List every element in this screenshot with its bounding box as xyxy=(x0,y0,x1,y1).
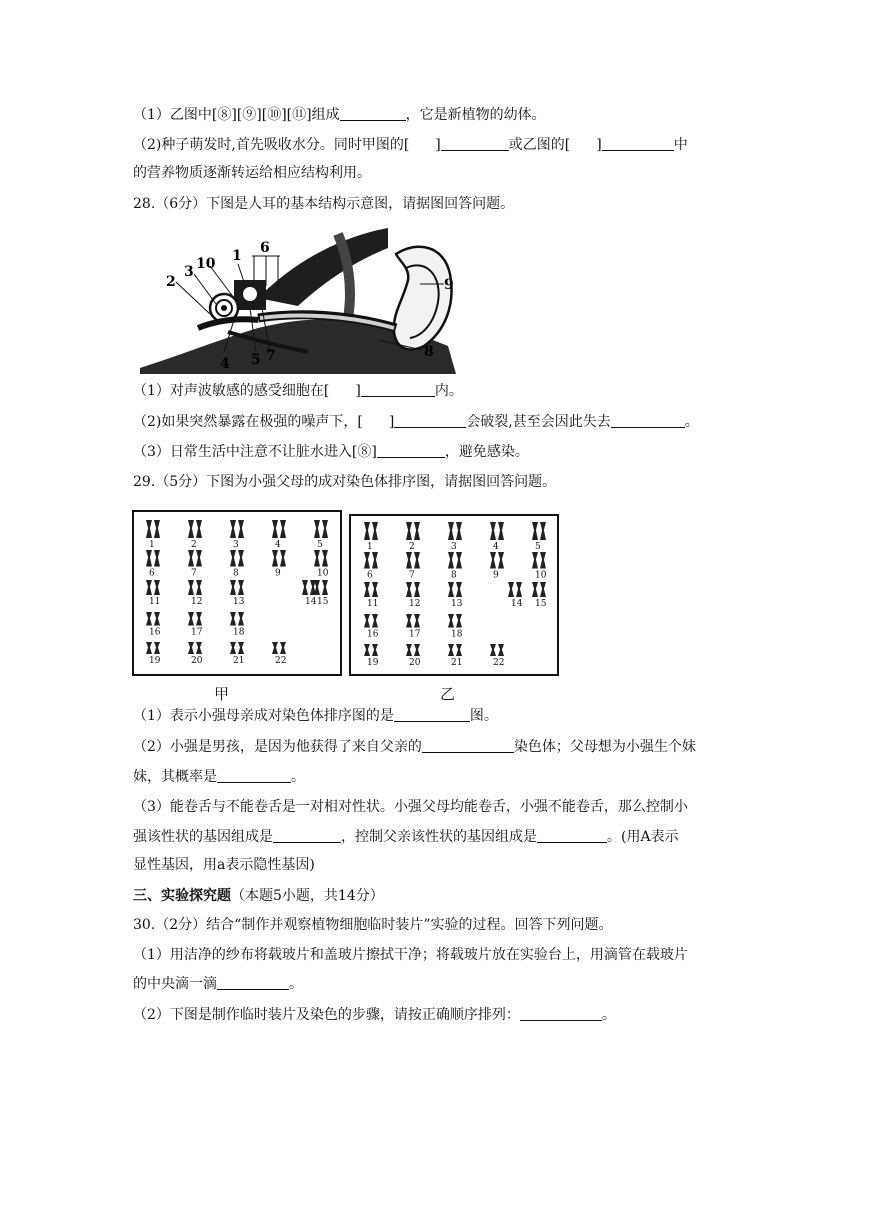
chromosome-pair-yi-4 xyxy=(490,522,504,540)
ear-label-5: 5 xyxy=(251,352,261,368)
q29-title: 29.（5分）下图为小强父母的成对染色体排序图，请据图回答问题。 xyxy=(133,474,557,490)
chromosome-pair-jia-20 xyxy=(188,642,202,654)
chromosome-pair-jia-22 xyxy=(272,642,286,654)
chromosome-number-yi-6: 6 xyxy=(367,570,373,581)
chromosome-pair-yi-14 xyxy=(508,582,522,597)
chromosome-pair-yi-2 xyxy=(406,522,420,540)
chromosome-number-yi-4: 4 xyxy=(493,542,499,552)
chromosome-number-jia-2: 2 xyxy=(191,540,197,550)
chromosome-pair-jia-10 xyxy=(314,550,328,567)
chromosome-number-yi-22: 22 xyxy=(493,658,505,668)
chromosome-number-jia-9: 9 xyxy=(275,568,281,579)
q28-sub3: （3）日常生活中注意不让脏水进入[⑧] ，避免感染。 xyxy=(133,444,529,460)
ear-label-10: 10 xyxy=(196,256,216,272)
chromosome-number-jia-10: 10 xyxy=(317,568,329,579)
chromosome-number-yi-19: 19 xyxy=(367,658,379,668)
answer-blank[interactable] xyxy=(537,828,607,843)
chromosome-pair-yi-1 xyxy=(364,522,378,540)
q30-sub1: （1）用洁净的纱布将载玻片和盖玻片擦拭干净；将载玻片放在实验台上，用滴管在载玻片 xyxy=(133,947,688,963)
chromosome-number-yi-10: 10 xyxy=(535,570,547,581)
chromosome-pair-jia-3 xyxy=(230,520,244,538)
chromosome-number-yi-11: 11 xyxy=(367,599,379,609)
q30-sub2: （2）下图是制作临时装片及染色的步骤，请按正确顺序排列： 。 xyxy=(133,1007,616,1023)
chromosome-number-jia-1: 1 xyxy=(149,540,155,550)
chromosome-number-jia-22: 22 xyxy=(275,656,287,666)
caption-jia: 甲 xyxy=(214,685,230,703)
ear-label-7: 7 xyxy=(266,348,276,364)
chromosome-number-jia-21: 21 xyxy=(233,656,245,666)
chromosome-number-yi-9: 9 xyxy=(493,570,499,581)
q29-sub1: （1）表示小强母亲成对染色体排序图的是 图。 xyxy=(133,708,498,724)
chromosome-number-yi-18: 18 xyxy=(451,629,463,640)
karyotype-figure xyxy=(132,510,560,678)
chromosome-number-jia-18: 18 xyxy=(233,627,245,638)
chromosome-pair-yi-11 xyxy=(364,582,378,597)
answer-blank[interactable] xyxy=(422,738,514,753)
chromosome-number-jia-16: 16 xyxy=(149,627,161,638)
chromosome-pair-yi-22 xyxy=(490,644,504,656)
chromosome-number-yi-17: 17 xyxy=(409,629,421,640)
section3-heading: 三、实验探究题（本题5小题，共14分） xyxy=(133,888,384,904)
chromosome-number-yi-3: 3 xyxy=(451,542,457,552)
q29-sub2: （2）小强是男孩，是因为他获得了来自父亲的 染色体；父母想为小强生个妹 xyxy=(133,739,696,755)
answer-blank[interactable] xyxy=(273,828,341,843)
q29-sub3-line2: 强该性状的基因组成是 ，控制父亲该性状的基因组成是 。(用A表示 xyxy=(133,829,679,845)
chromosome-number-yi-21: 21 xyxy=(451,658,463,668)
chromosome-number-jia-15: 15 xyxy=(317,597,329,607)
panel-yi-frame xyxy=(350,515,558,675)
chromosome-pair-jia-2 xyxy=(188,520,202,538)
chromosome-pair-jia-18 xyxy=(230,612,244,626)
chromosome-number-yi-14: 14 xyxy=(511,599,523,609)
chromosome-pair-jia-21 xyxy=(230,642,244,654)
chromosome-pair-jia-16 xyxy=(146,612,160,626)
chromosome-pair-yi-16 xyxy=(364,614,378,628)
chromosome-pair-yi-7 xyxy=(406,552,420,569)
answer-blank[interactable] xyxy=(377,443,445,458)
chromosome-number-jia-12: 12 xyxy=(191,597,203,607)
q28-sub2: （2)如果突然暴露在极强的噪声下，[ ] 会破裂,甚至会因此失去 。 xyxy=(133,414,699,430)
chromosome-pair-jia-4 xyxy=(272,520,286,538)
chromosome-pair-jia-7 xyxy=(188,550,202,567)
chromosome-pair-yi-6 xyxy=(364,552,378,569)
chromosome-pair-jia-8 xyxy=(230,550,244,567)
answer-blank[interactable] xyxy=(441,136,509,151)
ear-label-2: 2 xyxy=(166,274,176,290)
chromosome-pair-jia-6 xyxy=(146,550,160,567)
chromosome-number-yi-8: 8 xyxy=(451,570,457,581)
q27-sub1: （1）乙图中[⑧][⑨][⑩][⑪]组成 ，它是新植物的幼体。 xyxy=(133,107,546,123)
chromosome-number-jia-19: 19 xyxy=(149,656,161,666)
ear-label-1: 1 xyxy=(232,248,242,264)
chromosome-number-yi-13: 13 xyxy=(451,599,463,609)
chromosome-number-yi-7: 7 xyxy=(409,570,415,581)
chromosome-number-yi-16: 16 xyxy=(367,629,379,640)
chromosome-pair-jia-19 xyxy=(146,642,160,654)
chromosome-pair-yi-12 xyxy=(406,582,420,597)
ear-label-9: 9 xyxy=(444,277,454,293)
ear-label-8: 8 xyxy=(424,344,434,360)
ear-structure-diagram xyxy=(138,228,460,374)
chromosome-pair-yi-19 xyxy=(364,644,378,656)
chromosome-pair-jia-15 xyxy=(314,580,328,595)
chromosome-number-yi-15: 15 xyxy=(535,599,547,609)
answer-blank[interactable] xyxy=(340,106,406,121)
q29-sub2-line2: 妹，其概率是 。 xyxy=(133,769,305,785)
answer-blank[interactable] xyxy=(217,768,291,783)
caption-yi: 乙 xyxy=(440,685,456,703)
answer-blank[interactable] xyxy=(217,975,289,990)
chromosome-pair-jia-9 xyxy=(272,550,286,567)
chromosome-pair-yi-15 xyxy=(532,582,546,597)
chromosome-number-jia-14: 14 xyxy=(305,597,317,607)
chromosome-pair-jia-17 xyxy=(188,612,202,626)
chromosome-pair-yi-10 xyxy=(532,552,546,569)
chromosome-number-jia-17: 17 xyxy=(191,627,203,638)
q28-sub1: （1）对声波敏感的感受细胞在[ ] 内。 xyxy=(133,383,463,399)
chromosome-number-yi-2: 2 xyxy=(409,542,415,552)
answer-blank[interactable] xyxy=(611,413,685,428)
ear-label-6: 6 xyxy=(260,240,270,256)
chromosome-number-jia-13: 13 xyxy=(233,597,245,607)
q27-sub2: （2)种子萌发时,首先吸收水分。同时甲图的[ ] 或乙图的[ ] 中 xyxy=(133,137,688,153)
chromosome-number-jia-5: 5 xyxy=(317,540,323,550)
chromosome-pair-jia-14 xyxy=(302,580,316,595)
q27-sub2-line2: 的营养物质逐渐转运给相应结构利用。 xyxy=(133,165,371,181)
chromosome-pair-jia-5 xyxy=(314,520,328,538)
q28-title: 28.（6分）下图是人耳的基本结构示意图，请据图回答问题。 xyxy=(133,196,515,212)
chromosome-pair-jia-12 xyxy=(188,580,202,595)
chromosome-pair-yi-21 xyxy=(448,644,462,656)
chromosome-number-jia-20: 20 xyxy=(191,656,203,666)
chromosome-number-jia-8: 8 xyxy=(233,568,239,579)
q29-sub3: （3）能卷舌与不能卷舌是一对相对性状。小强父母均能卷舌，小强不能卷舌，那么控制小 xyxy=(133,799,688,815)
answer-blank[interactable] xyxy=(394,413,466,428)
chromosome-pair-yi-17 xyxy=(406,614,420,628)
q30-title: 30.（2分）结合“制作并观察植物细胞临时装片”实验的过程。回答下列问题。 xyxy=(133,917,613,933)
chromosome-pair-yi-18 xyxy=(448,614,462,628)
answer-blank[interactable] xyxy=(520,1006,602,1021)
ear-label-3: 3 xyxy=(184,264,194,280)
chromosome-pair-yi-3 xyxy=(448,522,462,540)
chromosome-number-jia-3: 3 xyxy=(233,540,239,550)
q30-sub1-line2: 的中央滴一滴 。 xyxy=(133,976,303,992)
answer-blank[interactable] xyxy=(602,136,674,151)
chromosome-pair-yi-8 xyxy=(448,552,462,569)
chromosome-number-jia-7: 7 xyxy=(191,568,197,579)
chromosome-pair-jia-11 xyxy=(146,580,160,595)
chromosome-pair-yi-9 xyxy=(490,552,504,569)
chromosome-pair-yi-20 xyxy=(406,644,420,656)
chromosome-pair-yi-5 xyxy=(532,522,546,540)
chromosome-number-jia-6: 6 xyxy=(149,568,155,579)
chromosome-pair-jia-13 xyxy=(230,580,244,595)
q29-sub3-line3: 显性基因，用a表示隐性基因) xyxy=(133,857,315,873)
chromosome-number-yi-5: 5 xyxy=(535,542,541,552)
chromosome-pair-jia-1 xyxy=(146,520,160,538)
chromosome-pair-yi-13 xyxy=(448,582,462,597)
chromosome-number-yi-20: 20 xyxy=(409,658,421,668)
panel-jia-frame xyxy=(133,511,341,675)
answer-blank[interactable] xyxy=(361,382,435,397)
chromosome-number-jia-4: 4 xyxy=(275,540,281,550)
chromosome-number-yi-1: 1 xyxy=(367,542,373,552)
ear-label-4: 4 xyxy=(220,356,230,372)
chromosome-number-yi-12: 12 xyxy=(409,599,421,609)
chromosome-number-jia-11: 11 xyxy=(149,597,161,607)
answer-blank[interactable] xyxy=(394,707,470,722)
